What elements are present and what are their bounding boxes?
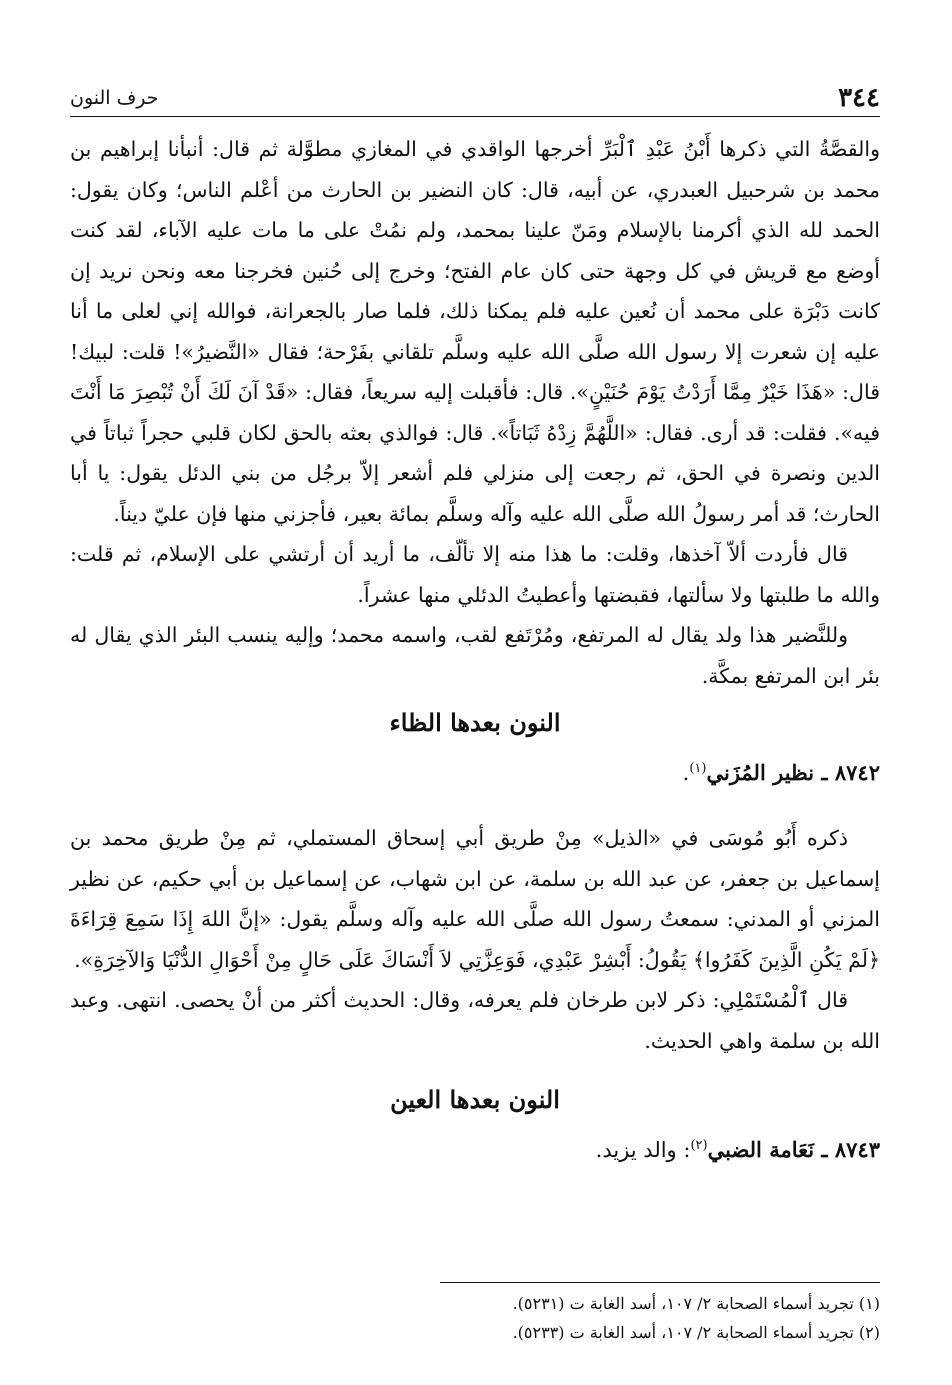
chapter-title: حرف النون (70, 87, 159, 109)
running-header (70, 80, 880, 117)
entry-heading-8743 (70, 1125, 880, 1171)
main-text (70, 129, 880, 1171)
footnote-ref: (٢) (690, 1138, 708, 1153)
entry-title-end: . (682, 761, 690, 785)
section-heading-zaa: النون بعدها الظاء (389, 708, 561, 737)
footnote-ref: (١) (689, 761, 707, 776)
entry-title-end: : والد يزيد. (595, 1138, 691, 1162)
entry-title: ٨٧٤٣ ـ نَعَامة الضبي (707, 1137, 880, 1162)
footnote-divider (440, 1282, 880, 1283)
paragraph-entry-8742: ذكره أَبُو مُوسَى في «الذيل» مِنْ طريق أبي إسحاق المستملي، ثم مِنْ طريق محمد بن إسماعيل بن جعفر، عن عبد الله بن سلمة، عن ابن شهاب، عن إسماعيل بن أبي حكيم، عن نظير المزني أو المدني: سمعتُ رسول الله صلَّى الله عليه وآله وسلَّم يقول: «إنَّ اللهَ إِذَا سَمِعَ قِرَاءَةَ ﴿لَمْ يَكُنِ الَّذِينَ كَفَرُوا﴾ يَقُولُ: أَبْشِرْ عَبْدِي، فَوَعِزَّتِي لاَ أَنْسَاكَ عَلَى حَالٍ مِنْ أَحْوَالِ الدُّنْيَا وَالآخِرَةِ». (70, 826, 880, 972)
paragraph-refusal: قال فأردت ألاّ آخذها، وقلت: ما هذا منه إلا تألّف، ما أريد أن أرتشي على الإسلام، ثم قلت: والله ما طلبتها ولا سألتها، فقبضتها وأعطيتُ الدئلي منها عشراً. (70, 542, 880, 607)
page-body (70, 80, 880, 1171)
footnotes (70, 1282, 880, 1347)
entry-title: ٨٧٤٢ ـ نظير المُزَني (706, 760, 880, 785)
entry-heading-8742 (70, 748, 880, 794)
page-number: ٣٤٤ (838, 83, 880, 113)
footnote-2: (٢) تجريد أسماء الصحابة ٢/ ١٠٧، أسد الغابة ت (٥٢٣٣). (512, 1323, 880, 1342)
footnote-1: (١) تجريد أسماء الصحابة ٢/ ١٠٧، أسد الغابة ت (٥٢٣١). (512, 1294, 880, 1313)
paragraph-entry-8742-note: قال ٱلْمُسْتَمْلِي: ذكر لابن طرخان فلم يعرفه، وقال: الحديث أكثر من أنْ يحصى. انتهى. وعبد الله بن سلمة واهي الحديث. (70, 988, 880, 1053)
paragraph-descendant: وللنَّضير هذا ولد يقال له المرتفع، ومُرْتَفع لقب، واسمه محمد؛ وإليه ينسب البئر الذي يقال له بئر ابن المرتفع بمكَّة. (70, 623, 880, 688)
section-heading-ain: النون بعدها العين (390, 1085, 560, 1114)
paragraph-story: والقصَّةُ التي ذكرها أَبْنُ عَبْدِ ٱلْبَرِّ أخرجها الواقدي في المغازي مطوَّلة ثم قال: أنبأنا إبراهيم بن محمد بن شرحبيل العبدري، عن أبيه، قال: كان النضير بن الحارث من أعْلم الناس؛ وكان يقول: الحمد لله الذي أكرمنا بالإسلام ومَنّ علينا بمحمد، ولم نمُتْ على ما مات عليه الآباء، لقد كنت أوضع مع قريش في كل وجهة حتى كان عام الفتح؛ وخرج إلى حُنين فخرجنا معه ونحن نريد إن كانت دَبْرَة على محمد أن نُعين عليه فلم يمكنا ذلك، فلما صار بالجعرانة، فوالله إني لعلى ما أنا عليه إن شعرت إلا رسول الله صلَّى الله عليه وسلَّم تلقاني بفَرْحة؛ فقال «النَّضيرُ»! قلت: لبيك! قال: «هَذَا خَيْرٌ مِمَّا أَرَدْتُ يَوْمَ حُنَيْنٍ». قال: فأقبلت إليه سريعاً، فقال: «قَدْ آنَ لَكَ أَنْ تُبْصِرَ مَا أَنْتَ فيه». فقلت: قد أرى. فقال: «اللَّهُمَّ زِدْهُ ثَبَاتاً». قال: فوالذي بعثه بالحق لكان قلبي حجراً ثباتاً في الدين ونصرة في الحق، ثم رجعت إلى منزلي فلم أشعر إلاّ برجُل من بني الدئل يقول: يا أبا الحارث؛ قد أمر رسولُ الله صلَّى الله عليه وآله وسلَّم بمائة بعير، فأجزني منها فإن عليّ ديناً. (70, 137, 880, 526)
